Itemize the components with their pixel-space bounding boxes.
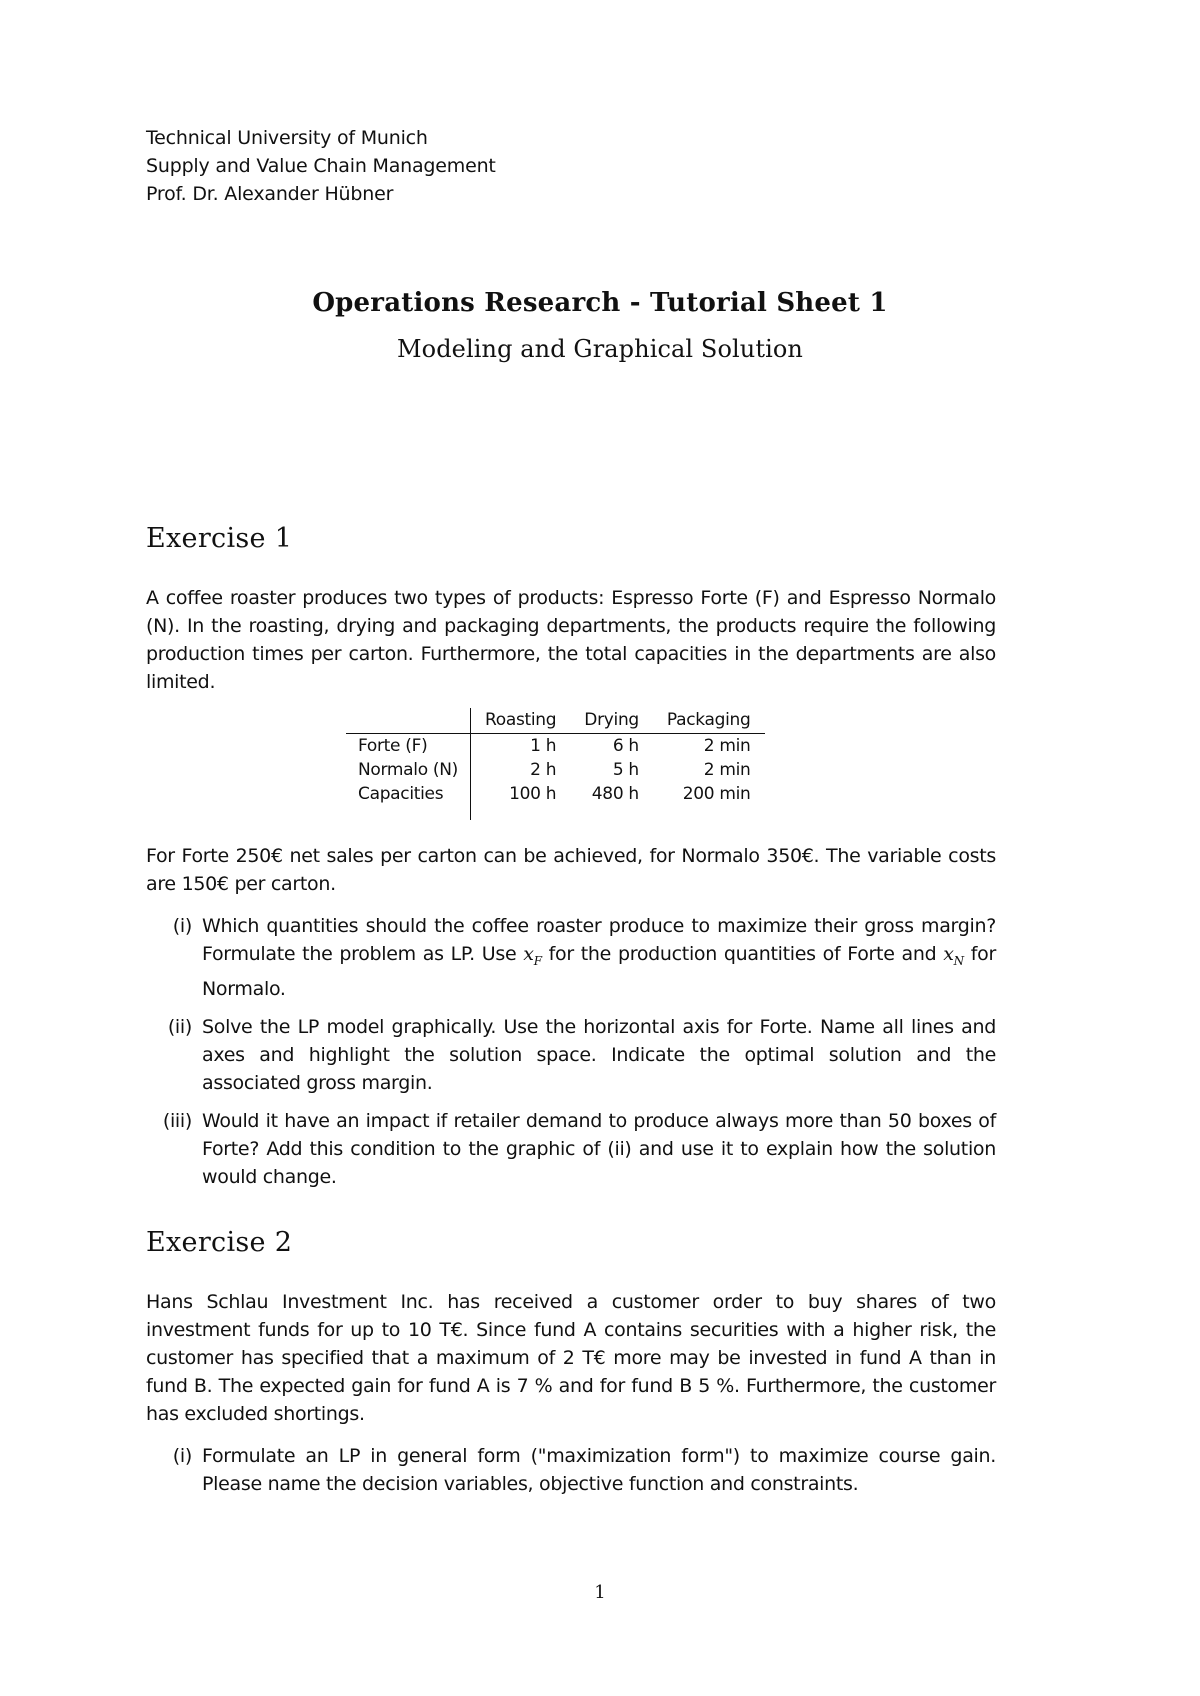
list-item (146, 1013, 996, 1097)
sheet-title: Operations Research - Tutorial Sheet 1 (312, 288, 888, 318)
exercise-1-intro: A coffee roaster produces two types of products: Espresso Forte (F) and Espresso Normalo (N). In the roasting, drying and packaging departments, the products require the following production times per carton. Furthermore, the total capacities in the departments are also limited. (146, 587, 996, 693)
table-cell: 6 h (612, 736, 639, 756)
variable-xf: x (523, 943, 534, 965)
list-item (146, 912, 996, 1003)
item-text: Formulate an LP in general form ("maximization form") to maximize course gain. Please name the decision variables, objective function and constraints. (202, 1445, 996, 1495)
item-label: (i) (172, 1445, 192, 1467)
table-cell: 2 h (530, 760, 557, 780)
header-block (146, 124, 496, 208)
item-text: Solve the LP model graphically. Use the horizontal axis for Forte. Name all lines and axes and highlight the solution space. Indicate the optimal solution and the associated gross margin. (202, 1015, 996, 1094)
exercise-2-heading: Exercise 2 (146, 1227, 293, 1258)
item-label: (ii) (167, 1015, 192, 1038)
exercise-1-pricing: For Forte 250€ net sales per carton can be achieved, for Normalo 350€. The variable costs are 150€ per carton. (146, 845, 996, 895)
table-column-header: Roasting (471, 708, 571, 734)
table-row (346, 758, 765, 782)
exercise-2-tasks (146, 1442, 996, 1508)
table-column-header: Drying (570, 708, 653, 734)
exercise-1-tasks (146, 912, 996, 1201)
list-item (146, 1107, 996, 1191)
exercise-1-heading: Exercise 1 (146, 523, 293, 554)
table-cell: 2 min (703, 736, 751, 756)
item-label: (i) (172, 915, 192, 937)
header-chair: Supply and Value Chain Management (146, 155, 496, 177)
page-number: 1 (594, 1582, 606, 1603)
table-row (346, 734, 765, 759)
table-row-label: Normalo (N) (346, 758, 471, 782)
table-cell: 480 h (591, 784, 639, 804)
table-row (346, 782, 765, 820)
table-row-label: Capacities (346, 782, 471, 820)
list-item (146, 1442, 996, 1498)
header-professor: Prof. Dr. Alexander Hübner (146, 183, 394, 205)
table-header-row (346, 708, 765, 734)
variable-xn: x (943, 943, 954, 965)
item-label: (iii) (162, 1109, 192, 1132)
table-column-header: Packaging (653, 708, 765, 734)
table-cell: 2 min (703, 760, 751, 780)
table-cell: 1 h (530, 736, 557, 756)
table-cell: 200 min (682, 784, 751, 804)
sheet-subtitle: Modeling and Graphical Solution (396, 335, 803, 363)
production-times-table (346, 708, 765, 820)
header-university: Technical University of Munich (146, 127, 428, 149)
table-corner-cell (346, 708, 471, 734)
table-cell: 5 h (612, 760, 639, 780)
title-block (0, 286, 1200, 366)
table-row-label: Forte (F) (346, 734, 471, 759)
table-cell: 100 h (509, 784, 557, 804)
item-text: Which quantities should the coffee roaster produce to maximize their gross margin? Formulate the problem as LP. Use $x_F$ for the production quantities of Forte and $x_N$ for Normalo. (202, 915, 997, 1000)
item-text: Would it have an impact if retailer demand to produce always more than 50 boxes of Forte? Add this condition to the graphic of (ii) and use it to explain how the solution would change. (202, 1109, 996, 1188)
exercise-2-intro: Hans Schlau Investment Inc. has received a customer order to buy shares of two investment funds for up to 10 T€. Since fund A contains securities with a higher risk, the customer has specified that a maximum of 2 T€ more may be invested in fund A than in fund B. The expected gain for fund A is 7 % and for fund B 5 %. Furthermore, the customer has excluded shortings. (146, 1291, 996, 1425)
